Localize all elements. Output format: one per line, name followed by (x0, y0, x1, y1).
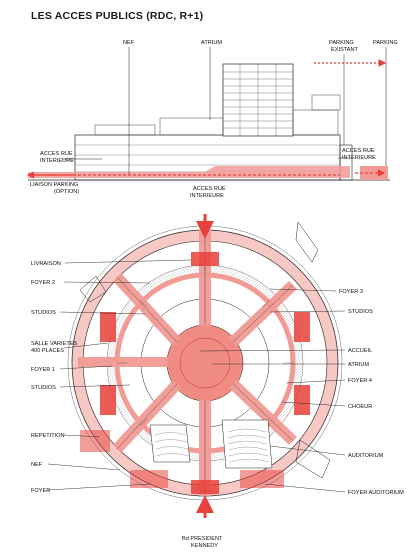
section-label-atrium: ATRIUM (201, 40, 223, 46)
section-label-acces-right-2: INTERIEURE (342, 155, 376, 161)
page-title: LES ACCES PUBLICS (RDC, R+1) (31, 10, 204, 22)
plan-label-nef: NEF (31, 462, 43, 468)
plan-label-salle-varietes: SALLE VARIETES (31, 341, 78, 347)
plan-label-foyer1: FOYER 1 (31, 367, 55, 373)
plan-top-access-2: INTERIEURE (190, 193, 224, 199)
plan-label-foyer4: FOYER 4 (348, 378, 372, 384)
plan-top-access-1: ACCES RUE (193, 186, 226, 192)
section-label-acces-left-2: INTERIEURE (40, 158, 74, 164)
section-label-acces-right-1: ACCES RUE (342, 148, 375, 154)
plan-label-studios-right: STUDIOS (348, 309, 373, 315)
plan-label-livraison: LIVRAISON (31, 261, 61, 267)
plan-label-studios-left: STUDIOS (31, 310, 56, 316)
plan-bottom-access-1: Bd PRESIDENT (182, 536, 223, 542)
plan-label-atrium: ATRIUM (348, 362, 370, 368)
plan-label-foyer: FOYER (31, 488, 51, 494)
plan-label-accueil: ACCUEIL (348, 348, 373, 354)
section-label-parking: PARKING (373, 40, 398, 46)
section-label-parking-existant-1: PARKING (329, 40, 354, 46)
plan-label-choeur: CHOEUR (348, 404, 373, 410)
plan-label-auditorium: AUDITORIUM (348, 453, 384, 459)
section-label-nef: NEF (123, 40, 135, 46)
plan-bottom-access-2: KENNEDY (191, 543, 219, 549)
plan-label-foyer2: FOYER 2 (31, 280, 55, 286)
plan-label-foyer3: FOYER 3 (339, 289, 363, 295)
plan-label-salle-places: 400 PLACES (31, 348, 64, 354)
plan-label-studios-left-2: STUDIOS (31, 385, 56, 391)
section-label-acces-left-1: ACCES RUE (40, 151, 73, 157)
section-drawing (28, 47, 390, 180)
plan-label-foyer-auditorium: FOYER AUDITORIUM (348, 490, 404, 496)
section-label-liaison-2: (OPTION) (54, 189, 80, 195)
plan-label-repetition: REPETITION (31, 433, 65, 439)
section-label-liaison-1: LIAISON PARKING (30, 182, 79, 188)
section-label-parking-existant-2: EXISTANT (331, 47, 358, 53)
